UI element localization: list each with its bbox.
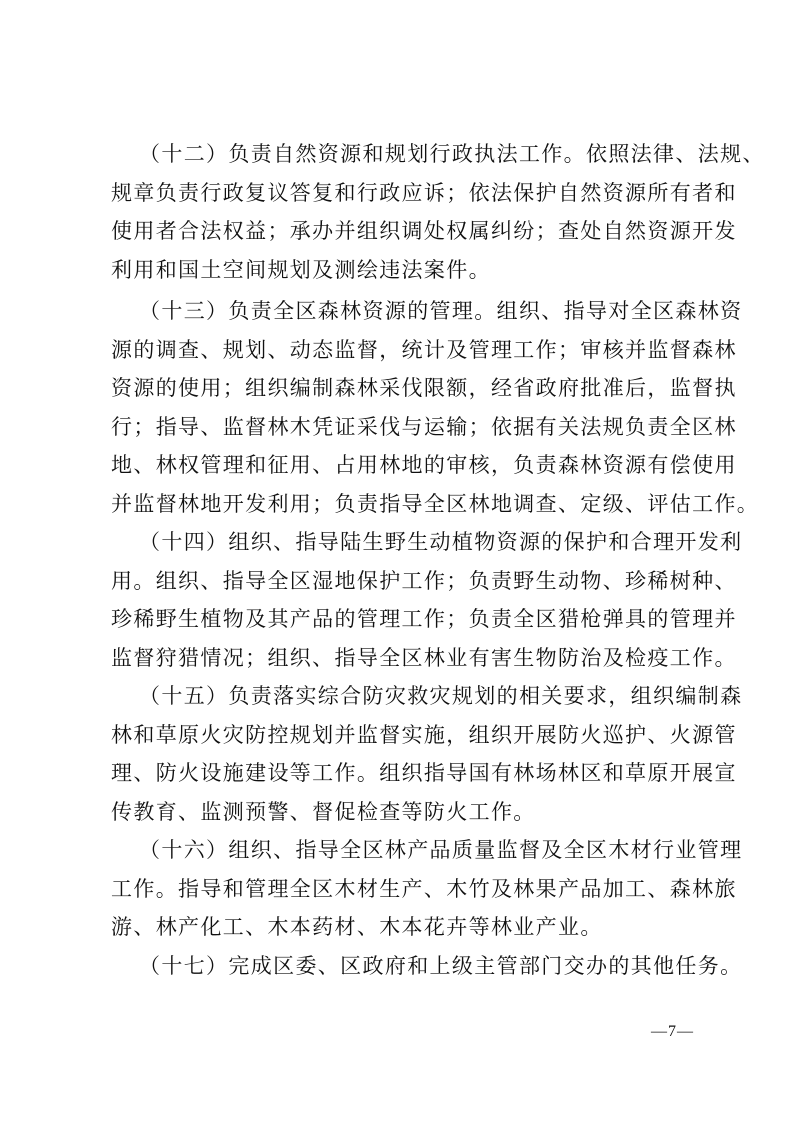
- text-line: 用。组织、指导全区湿地保护工作；负责野生动物、珍稀树种、: [111, 568, 737, 593]
- paragraph-13: [111, 292, 760, 523]
- text-line: （十七）完成区委、区政府和上级主管部门交办的其他任务。: [139, 954, 743, 978]
- text-line: 资源的使用；组织编制森林采伐限额，经省政府批准后，监督执: [111, 376, 737, 400]
- page-number: —7—: [651, 1023, 694, 1040]
- text-line: （十五）负责落实综合防灾救灾规划的相关要求，组织编制森: [139, 684, 743, 708]
- paragraph-15: [111, 677, 743, 831]
- text-line: 传教育、监测预警、督促检查等防火工作。: [111, 799, 536, 824]
- text-line: 理、防火设施建设等工作。组织指导国有林场林区和草原开展宣: [111, 761, 737, 785]
- text-line: 使用者合法权益；承办并组织调处权属纠纷；查处自然资源开发: [111, 219, 737, 243]
- text-line: 监督狩猎情况；组织、指导全区林业有害生物防治及检疫工作。: [111, 645, 737, 670]
- text-line: 并监督林地开发利用；负责指导全区林地调查、定级、评估工作。: [111, 491, 760, 516]
- text-line: 珍稀野生植物及其产品的管理工作；负责全区猎枪弹具的管理并: [111, 607, 737, 631]
- text-line: （十四）组织、指导陆生野生动植物资源的保护和合理开发利: [139, 530, 743, 554]
- text-line: 工作。指导和管理全区木材生产、木竹及林果产品加工、森林旅: [111, 876, 737, 901]
- text-line: 地、林权管理和征用、占用林地的审核，负责森林资源有偿使用: [111, 453, 737, 477]
- text-line: 游、林产化工、木本药材、木本花卉等林业产业。: [111, 915, 603, 939]
- text-line: （十六）组织、指导全区林产品质量监督及全区木材行业管理: [139, 838, 743, 862]
- text-line: 利用和国土空间规划及测绘违法案件。: [111, 257, 491, 282]
- text-line: 规章负责行政复议答复和行政应诉；依法保护自然资源所有者和: [111, 180, 737, 205]
- text-line: 源的调查、规划、动态监督，统计及管理工作；审核并监督森林: [111, 337, 737, 362]
- text-line: 行；指导、监督林木凭证采伐与运输；依据有关法规负责全区林: [111, 414, 737, 439]
- paragraph-16: [111, 831, 743, 947]
- paragraph-12: [111, 135, 765, 289]
- text-line: （十三）负责全区森林资源的管理。组织、指导对全区森林资: [139, 299, 743, 323]
- paragraph-14: [111, 523, 743, 677]
- text-line: （十二）负责自然资源和规划行政执法工作。依照法律、法规、: [139, 142, 765, 166]
- paragraph-17: [111, 947, 743, 986]
- text-line: 林和草原火灾防控规划并监督实施，组织开展防火巡护、火源管: [111, 722, 737, 747]
